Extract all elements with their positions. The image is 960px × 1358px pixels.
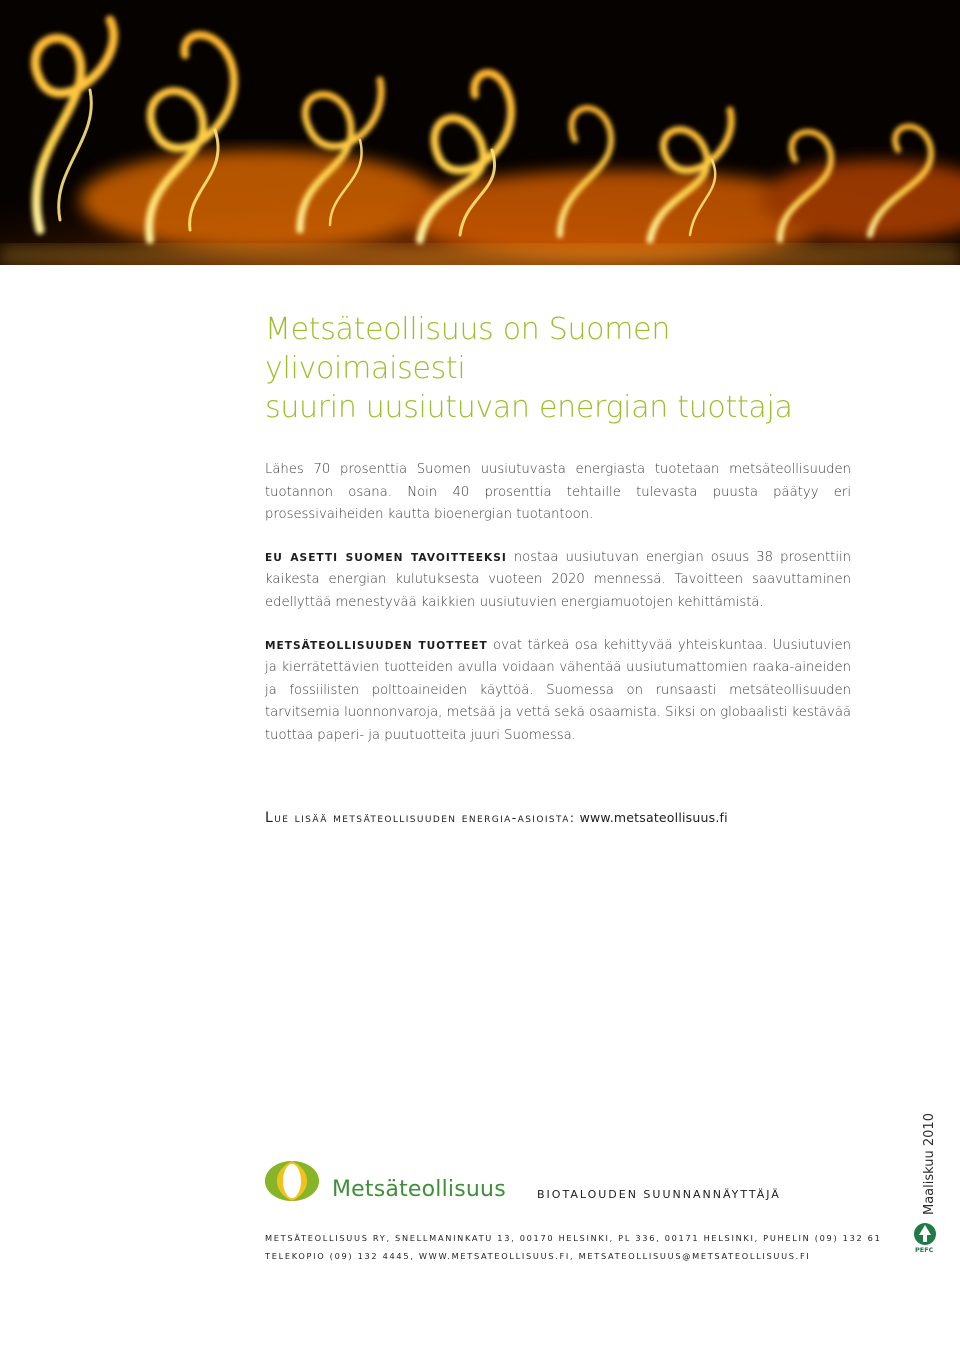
tagline: BIOTALOUDEN SUUNNANNÄYTTÄJÄ: [537, 1188, 781, 1201]
read-more-label: [265, 810, 575, 825]
address-line-2: TELEKOPIO (09) 132 4445, WWW.METSATEOLLISUUS.FI, METSATEOLLISUUS@METSATEOLLISUUS.FI: [265, 1251, 811, 1261]
eu-target-body: nostaa uusiutuvan energian osuus 38 prosenttiin kaikesta energian kulutuksesta vuoteen 2020 mennessä. Tavoitteen saavuttaminen edellyttää menestyvää kaikkien uusiutuvien energiamuotojen kehittämistä.: [265, 549, 852, 610]
read-more-initial: L: [265, 809, 275, 826]
intro-paragraph: Lähes 70 prosenttia Suomen uusiutuvasta energiasta tuotetaan metsäteollisuuden tuotannon osana. Noin 40 prosenttia tehtaille tulevasta puusta päätyy eri prosessivaiheiden kautta bioenergian tuotantoon.: [265, 462, 851, 523]
products-lead: METSÄTEOLLISUUDEN TUOTTEET: [265, 639, 488, 652]
pefc-certification: [912, 1222, 942, 1262]
pefc-tree-icon: [912, 1222, 938, 1246]
logo-wordmark: Metsäteollisuus: [332, 1177, 506, 1202]
main-content: [265, 310, 851, 826]
date-label: Maaliskuu 2010: [922, 1113, 937, 1215]
title-line-1: Metsäteollisuus on Suomen ylivoimaisesti: [265, 312, 671, 386]
read-more-line: [265, 810, 851, 826]
address-line-1: METSÄTEOLLISUUS RY, SNELLMANINKATU 13, 00170 HELSINKI, PL 336, 00171 HELSINKI, PUHELIN (09) 132 61: [265, 1233, 882, 1243]
products-body: ovat tärkeä osa kehittyvää yhteiskuntaa. Uusiutuvien ja kierrätettävien tuotteiden avulla voidaan vähentää uusiutumattomien raaka-aineiden ja fossiilisten polttoaineiden käyttöä. Suomessa on runsaasti metsäteollisuuden tarvitsemia luonnonvaroja, metsää ja vettä sekä osaamista. Siksi on globaalisti kestävää tuottaa paperi- ja puutuotteita juuri Suomessa.: [265, 637, 851, 743]
page-title: [265, 310, 851, 427]
date-vertical: [922, 1113, 937, 1216]
title-line-2: suurin uusiutuvan energian tuottaja: [265, 390, 793, 425]
eu-target-paragraph: [265, 547, 851, 615]
logo-mark-icon: [264, 1160, 322, 1204]
read-more-label-rest: ue lisää metsäteollisuuden energia-asioista:: [274, 809, 576, 825]
hero-fire-image: [0, 0, 960, 265]
pefc-label: PEFC: [915, 1246, 934, 1254]
metsateollisuus-logo: [264, 1160, 524, 1206]
address-block: [265, 1229, 882, 1265]
website-link[interactable]: www.metsateollisuus.fi: [579, 809, 728, 825]
eu-target-lead: EU ASETTI SUOMEN TAVOITTEEKSI: [265, 551, 507, 564]
products-paragraph: [265, 635, 851, 748]
